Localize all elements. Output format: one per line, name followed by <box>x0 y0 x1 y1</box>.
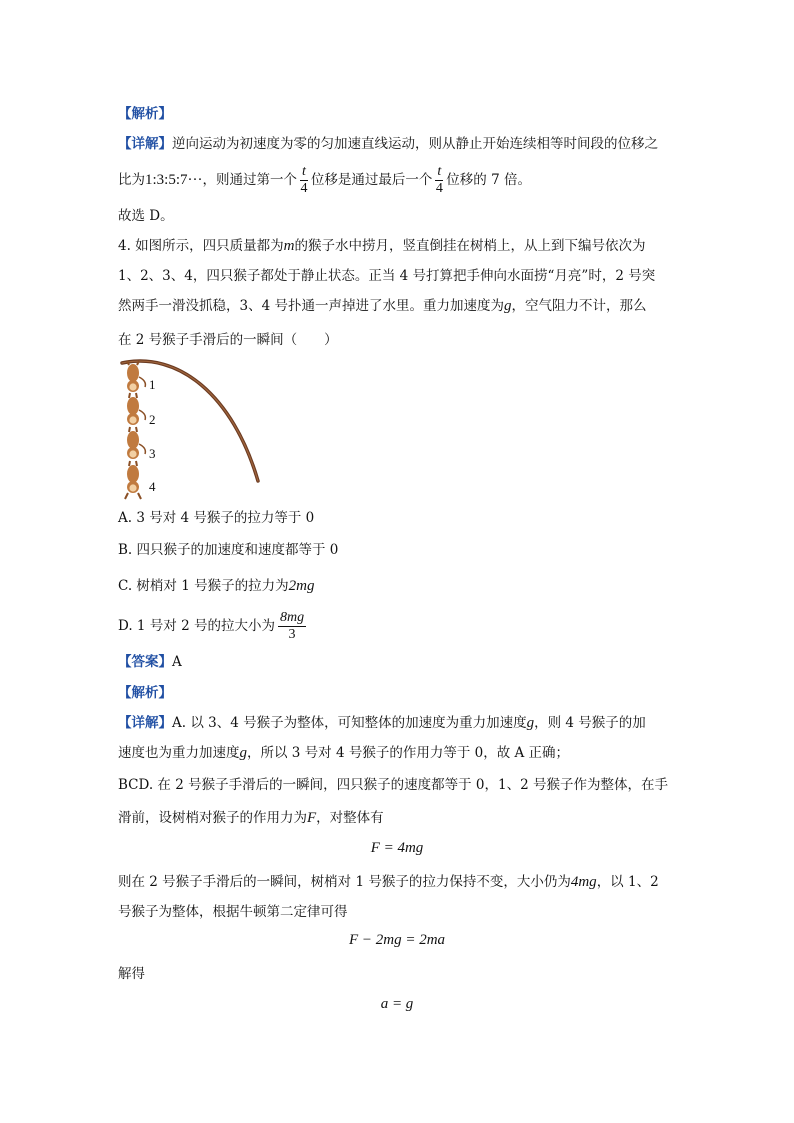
question-line2: 1、2、3、4，四只猴子都处于静止状态。正当 4 号打算把手伸向水面捞“月亮”时，2 号突 <box>118 268 656 284</box>
monkey-3-icon <box>127 427 145 459</box>
fraction-t-over-4-second: $\frac{t}{4}$ <box>435 164 443 196</box>
answer-tag: 【答案】 <box>118 654 172 670</box>
ratio-mid: ，则通过第一个 <box>202 172 297 188</box>
solution-line1: 【详解】A. 以 3、4 号猴子为整体，可知整体的加速度为重力加速度g，则 4 号猴子的加 <box>118 715 646 731</box>
solution-line5: 则在 2 号猴子手滑后的一瞬间，树梢对 1 号猴子的拉力保持不变，大小仍为4mg，以 1、2 <box>118 874 659 890</box>
detail-tag: 【详解】 <box>118 136 172 152</box>
ratio-end: 位移的 7 倍。 <box>446 172 531 188</box>
equation-2: F − 2mg = 2ma <box>348 932 446 948</box>
fraction-8mg-over-3: $\frac{8mg}{3}$ <box>279 610 305 642</box>
answer-line <box>118 652 182 672</box>
detail-paragraph-line2 <box>118 164 531 197</box>
equation-3: a = g <box>380 996 414 1012</box>
monkey-label-3: 3 <box>149 446 156 461</box>
solution-line4: 滑前，设树梢对猴子的作用力为F，对整体有 <box>118 810 384 826</box>
option-c: C. 树梢对 1 号猴子的拉力为2mg <box>118 578 315 594</box>
answer-value: A <box>172 654 182 670</box>
monkey-label-2: 2 <box>149 412 156 427</box>
ratio-mid2: 位移是通过最后一个 <box>310 172 433 188</box>
question-line3: 然两手一滑没抓稳，3、4 号扑通一声掉进了水里。重力加速度为g，空气阻力不计，那么 <box>118 298 647 314</box>
equation-1: F = 4mg <box>370 840 424 856</box>
monkey-1-icon <box>127 361 145 392</box>
analysis-heading-2: 【解析】 <box>118 685 172 701</box>
option-a: A. 3 号对 4 号猴子的拉力等于 0 <box>118 510 315 526</box>
analysis-heading: 【解析】 <box>118 106 172 122</box>
monkey-label-4: 4 <box>149 479 156 494</box>
solution-line2: 速度也为重力加速度g，所以 3 号对 4 号猴子的作用力等于 0，故 A 正确； <box>118 745 570 761</box>
ratio-prefix: 比为 <box>118 172 145 188</box>
monkey-label-1: 1 <box>149 377 156 392</box>
choose-line: 故选 D。 <box>118 208 174 224</box>
solve-label: 解得 <box>118 966 145 982</box>
ratio-math: 1:3:5:7··· <box>145 172 203 188</box>
question-line1: 4. 如图所示，四只质量都为m的猴子水中捞月，竖直倒挂在树梢上，从上到下编号依次为 <box>118 238 646 254</box>
monkeys-branch-figure <box>118 355 268 505</box>
detail-paragraph-line1 <box>118 134 658 154</box>
option-b: B. 四只猴子的加速度和速度都等于 0 <box>118 542 339 558</box>
monkey-2-icon <box>127 393 145 425</box>
question-line4: 在 2 号猴子手滑后的一瞬间（ ） <box>118 332 338 348</box>
option-d: D. 1 号对 2 号的拉大小为 $\frac{8mg}{3}$ <box>118 610 305 642</box>
fraction-t-over-4: $\frac{t}{4}$ <box>300 164 308 196</box>
monkey-4-icon <box>125 461 141 499</box>
solution-line6: 号猴子为整体，根据牛顿第二定律可得 <box>118 904 348 920</box>
solution-line3: BCD. 在 2 号猴子手滑后的一瞬间，四只猴子的速度都等于 0，1、2 号猴子作为整体，在手 <box>118 777 668 793</box>
detail-text: 逆向运动为初速度为零的匀加速直线运动，则从静止开始连续相等时间段的位移之 <box>172 136 658 152</box>
